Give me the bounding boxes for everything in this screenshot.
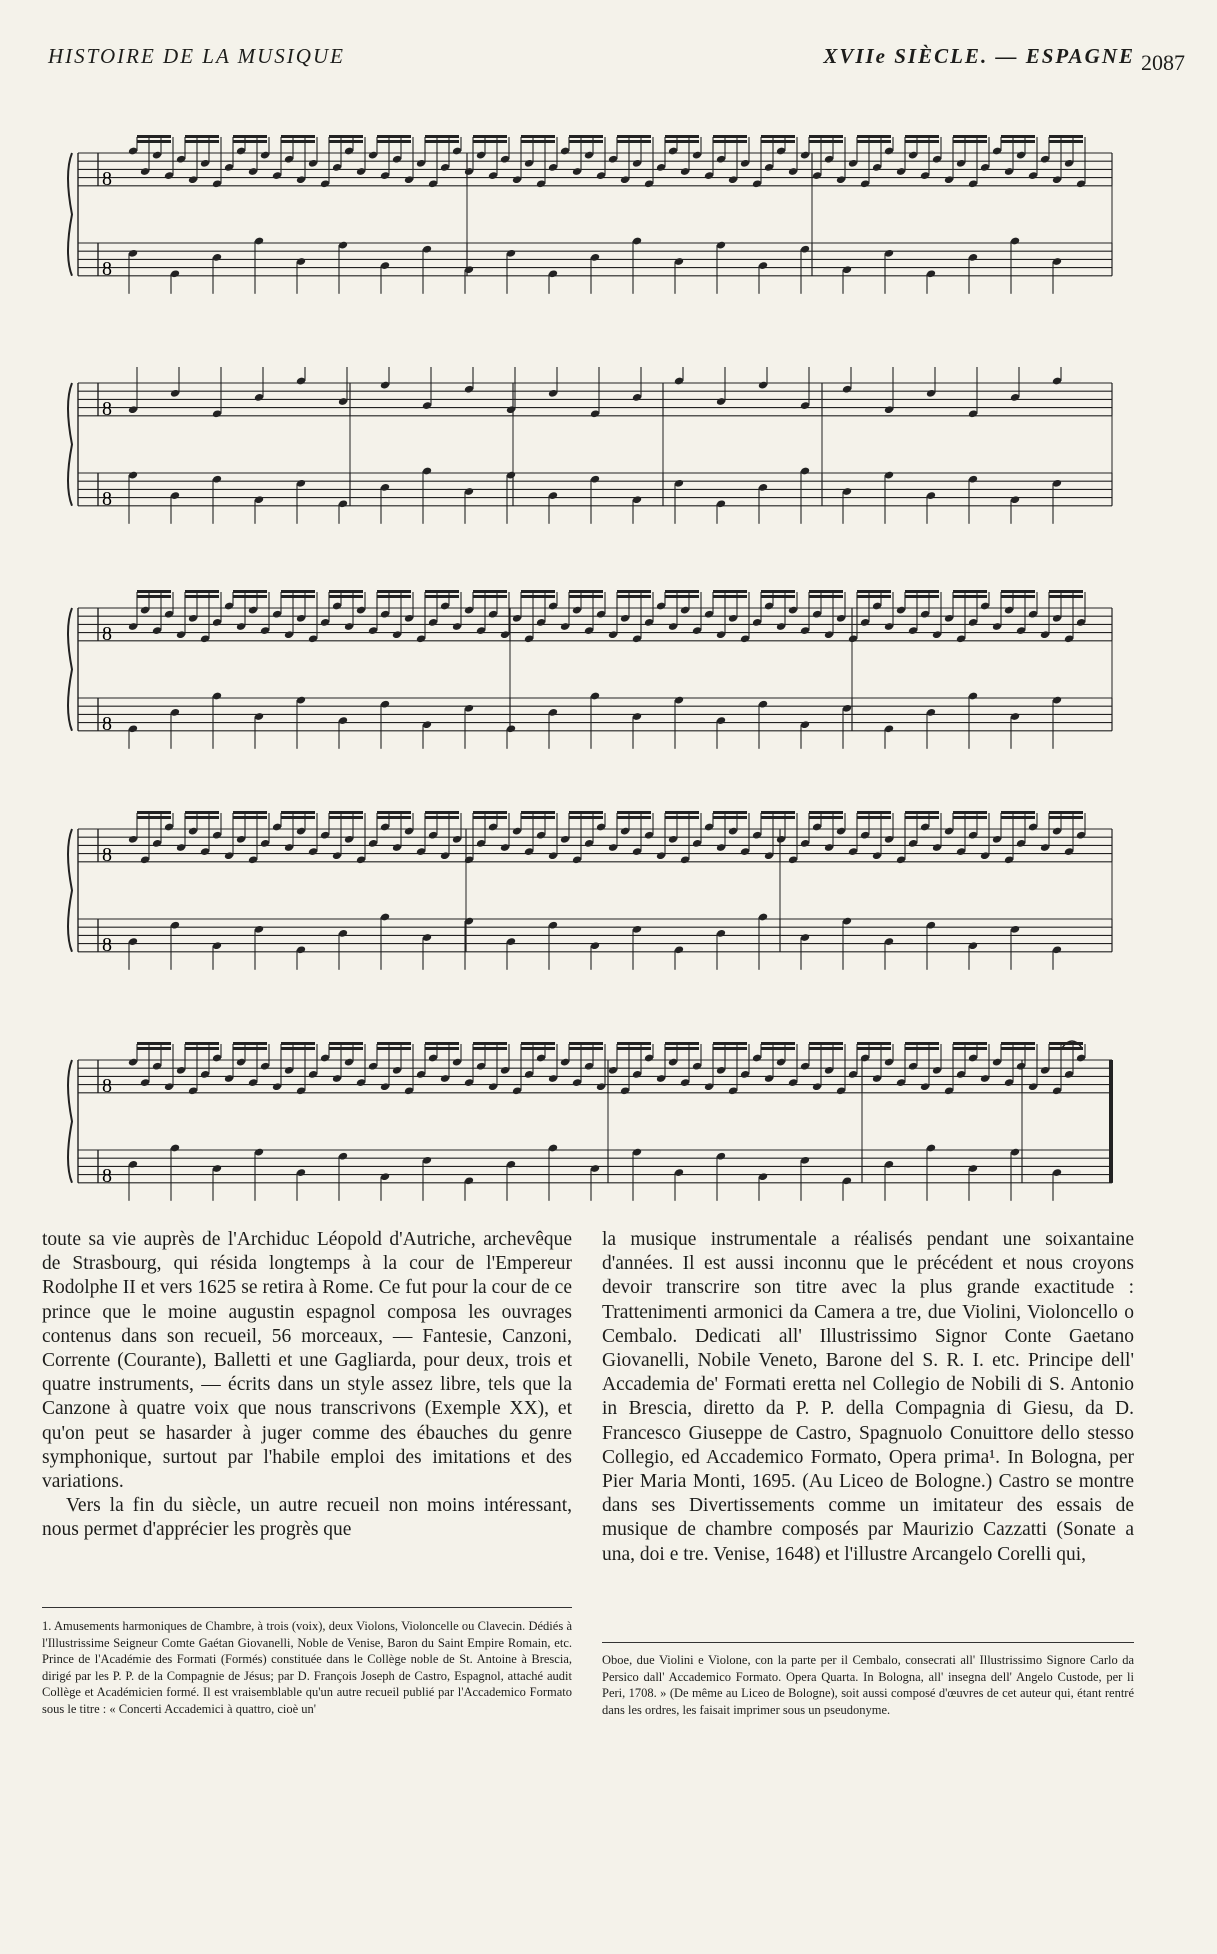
note-beam [185,816,219,819]
note-beam [809,1047,843,1050]
note-beam [713,1042,747,1045]
note-beam [1001,595,1035,598]
note-beam [1049,140,1083,143]
note-beam [857,1047,891,1050]
time-signature: 8 [102,397,112,420]
note-beam [569,811,603,814]
note-beam [1049,135,1083,138]
note-beam [1001,1047,1035,1050]
note-beam [761,1042,795,1045]
note-beam [233,140,267,143]
note-beam [233,595,267,598]
left-paragraph-2: Vers la fin du siècle, un autre recueil non moins intéressant, nous permet d'apprécier les progrès que [42,1495,572,1541]
note-beam [761,590,795,593]
note-beam [1001,811,1035,814]
note-beam [329,135,363,138]
note-beam [473,811,507,814]
note-beam [617,595,651,598]
note-beam [473,135,507,138]
note-beam [665,140,699,143]
note-beam [329,595,363,598]
time-signature: 8 [102,712,112,735]
running-header-right: XVIIe SIÈCLE. — ESPAGNE [823,44,1135,68]
note-beam [425,1042,459,1045]
note-beam [857,590,891,593]
time-signature: 8 [102,933,112,956]
note-beam [857,816,891,819]
note-beam [329,590,363,593]
note-beam [137,816,171,819]
note-beam [665,1042,699,1045]
system-brace [68,383,72,506]
note-beam [425,140,459,143]
note-beam [857,1042,891,1045]
note-beam [1001,816,1035,819]
note-beam [761,595,795,598]
note-beam [953,140,987,143]
note-beam [713,1047,747,1050]
footnote-right-text: Oboe, due Violini e Violone, con la parte per il Cembalo, consecrati all' Illustrissimo Signore Carlo da Persico dall' Accademico Formato. Opera Quarta. In Bologna, all' insegna dell' Angelo Custode, per li Peri, 1708. » (De même au Liceo de Bologne), soit aussi composé d'œuvres de cet auteur qui, étant rentré dans les ordres, les faisait imprimer sous un pseudonyme. [602,1653,1134,1717]
note-beam [665,1047,699,1050]
note-beam [473,595,507,598]
note-beam [617,811,651,814]
note-beam [953,590,987,593]
note-beam [185,590,219,593]
note-beam [905,811,939,814]
time-signature: 8 [102,257,112,280]
note-beam [473,140,507,143]
running-header-left: HISTOIRE DE LA MUSIQUE [48,44,345,68]
time-signature: 8 [102,622,112,645]
note-beam [137,135,171,138]
note-beam [713,595,747,598]
note-beam [617,1042,651,1045]
note-beam [905,595,939,598]
time-signature: 8 [102,1074,112,1097]
note-beam [953,1042,987,1045]
note-beam [1049,595,1083,598]
note-beam [857,140,891,143]
system-brace [68,1060,72,1183]
note-beam [665,816,699,819]
footnote-rule-left [42,1607,572,1608]
note-beam [713,811,747,814]
note-beam [761,816,795,819]
note-beam [233,811,267,814]
note-beam [857,135,891,138]
note-beam [425,816,459,819]
note-beam [569,816,603,819]
final-barline [1109,1060,1113,1183]
time-signature: 8 [102,843,112,866]
note-beam [713,135,747,138]
footnote-left [42,1618,572,1717]
note-beam [425,811,459,814]
note-beam [1049,811,1083,814]
note-beam [953,595,987,598]
note-beam [905,135,939,138]
note-beam [281,811,315,814]
note-beam [137,1042,171,1045]
time-signature: 8 [102,167,112,190]
note-beam [761,1047,795,1050]
note-beam [521,140,555,143]
note-beam [665,811,699,814]
note-beam [905,590,939,593]
note-beam [281,135,315,138]
note-beam [809,590,843,593]
note-beam [809,595,843,598]
note-beam [905,816,939,819]
note-beam [185,811,219,814]
note-beam [809,811,843,814]
footnote-right [602,1652,1134,1718]
note-beam [137,140,171,143]
note-beam [809,135,843,138]
note-beam [665,135,699,138]
note-beam [281,590,315,593]
note-beam [761,140,795,143]
note-beam [137,590,171,593]
note-beam [1001,590,1035,593]
note-beam [329,811,363,814]
note-beam [905,1047,939,1050]
note-beam [953,816,987,819]
note-beam [473,590,507,593]
note-beam [137,595,171,598]
note-beam [521,811,555,814]
note-beam [473,1042,507,1045]
note-beam [377,590,411,593]
note-beam [281,816,315,819]
note-beam [665,590,699,593]
note-beam [713,590,747,593]
note-beam [569,1047,603,1050]
note-beam [233,816,267,819]
note-beam [233,590,267,593]
note-beam [137,1047,171,1050]
note-beam [185,1047,219,1050]
note-beam [233,1047,267,1050]
note-beam [377,1047,411,1050]
note-beam [761,811,795,814]
right-column [602,1228,1134,1567]
note-beam [425,135,459,138]
note-beam [1049,590,1083,593]
note-beam [905,1042,939,1045]
note-beam [185,595,219,598]
note-beam [1001,135,1035,138]
note-beam [569,135,603,138]
left-paragraph-1: toute sa vie auprès de l'Archiduc Léopold d'Autriche, archevêque de Strasbourg, qui résida longtemps à la cour de l'Empereur Rodolphe II et vers 1625 se retira à Rome. Ce fut pour la cour de ce prince que le moine augustin espagnol composa les ouvrages contenus dans son recueil, 56 morceaux, — Fantesie, Canzoni, Corrente (Courante), Balletti et une Gagliarda, pour deux, trois et quatre instruments, — écrits dans un style assez libre, tels que la Canzone à quatre voix que nous transcrivons (Exemple XX), et qu'on peut se hasarder à juger comme des ébauches du genre symphonique, surtout par l'habile emploi des imitations et des variations. [42,1229,572,1493]
note-beam [761,135,795,138]
note-beam [857,811,891,814]
note-beam [617,140,651,143]
note-beam [521,135,555,138]
note-beam [377,135,411,138]
note-beam [809,140,843,143]
note-beam [473,816,507,819]
note-beam [281,1042,315,1045]
note-beam [1049,1047,1083,1050]
note-beam [425,590,459,593]
note-beam [617,135,651,138]
note-beam [377,816,411,819]
time-signature: 8 [102,1164,112,1187]
footnote-rule-right [602,1642,1134,1643]
note-beam [377,595,411,598]
note-beam [281,1047,315,1050]
note-beam [185,135,219,138]
left-column [42,1228,572,1543]
note-beam [953,811,987,814]
note-beam [233,1042,267,1045]
right-paragraph-1: la musique instrumentale a réalisés pendant une soixantaine d'années. Il est aussi inconnu que le précédent et nous croyons devoir transcrire son titre avec la plus grande exactitude : Trattenimenti armonici da Camera a tre, due Violini, Violoncello o Cembalo. Dedicati all' Illustrissimo Signor Conte Gaetano Giovanelli, Nobile Veneto, Barone del S. R. I. etc. Principe dell' Accademia de' Formati eretta nel Collegio de Nobili di S. Antonio in Brescia, diretto da P. P. della Compagnia di Giesu, da D. Francesco Giuseppe de Castro, Spagnuolo Conuittore dello stesso Collegio, ed Accademico Formato, Opera prima¹. In Bologna, per Pier Maria Monti, 1695. (Au Liceo de Bologne.) Castro se montre dans ses Divertissements comme un imitateur des essais de musique de chambre composés par Maurizio Cazzatti (Sonate a una, doi e tre. Venise, 1648) et l'illustre Arcangelo Corelli qui, [602,1229,1134,1565]
note-beam [329,1042,363,1045]
note-beam [617,1047,651,1050]
note-beam [953,1047,987,1050]
note-beam [953,135,987,138]
note-beam [329,140,363,143]
note-beam [377,1042,411,1045]
time-signature: 8 [102,487,112,510]
note-beam [473,1047,507,1050]
note-beam [905,140,939,143]
note-beam [425,1047,459,1050]
note-beam [329,816,363,819]
page-number: 2087 [1141,50,1185,75]
note-beam [569,595,603,598]
note-beam [281,140,315,143]
note-beam [617,816,651,819]
note-beam [329,1047,363,1050]
note-beam [1001,140,1035,143]
note-beam [137,811,171,814]
system-brace [68,829,72,952]
note-beam [809,816,843,819]
note-beam [521,595,555,598]
note-beam [377,140,411,143]
footnote-left-text: 1. Amusements harmoniques de Chambre, à trois (voix), deux Violons, Violoncelle ou Clavecin. Dédiés à l'Illustrissime Seigneur Comte Gaétan Giovanelli, Noble de Venise, Baron du Saint Empire Romain, etc. Prince de l'Académie des Formati (Formés) constituée dans le Collège noble de St. Antoine à Brescia, dirigé par les P. P. de la Compagnie de Jésus; par D. François Joseph de Castro, Espagnol, attaché audit Collège et Académicien formé. Il est vraisemblable qu'un autre recueil publié par l'Accademico Formato sous le titre : « Concerti Accademici à quattro, cioè un' [42,1619,572,1716]
note-beam [713,816,747,819]
note-beam [569,1042,603,1045]
note-beam [1001,1042,1035,1045]
note-beam [1049,816,1083,819]
system-brace [68,608,72,731]
note-beam [281,595,315,598]
note-beam [857,595,891,598]
note-beam [185,140,219,143]
note-beam [665,595,699,598]
note-beam [809,1042,843,1045]
note-beam [521,816,555,819]
note-beam [185,1042,219,1045]
system-brace [68,153,72,276]
note-beam [521,1042,555,1045]
note-beam [233,135,267,138]
note-beam [377,811,411,814]
note-beam [569,590,603,593]
note-beam [521,590,555,593]
note-beam [713,140,747,143]
note-beam [617,590,651,593]
note-beam [425,595,459,598]
note-beam [569,140,603,143]
note-beam [521,1047,555,1050]
